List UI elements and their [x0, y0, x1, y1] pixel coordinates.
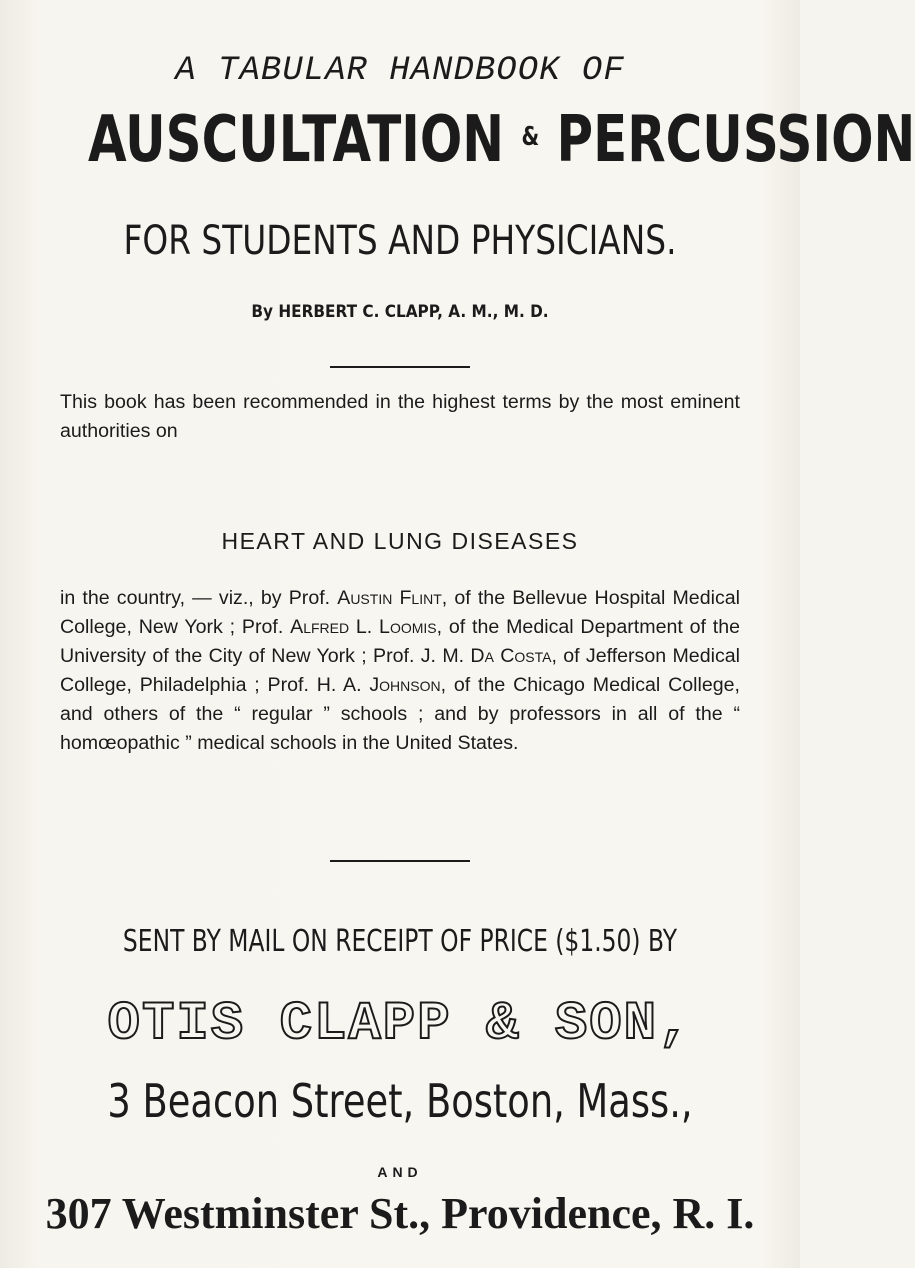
- body-text: in the country, — viz., by Prof.: [60, 587, 338, 609]
- authority-name: Da Costa: [470, 645, 552, 667]
- body-text: , of the Bellevue Hospital Medical College, New York ; Prof.: [60, 587, 740, 638]
- title-ampersand: &: [521, 122, 540, 153]
- body-text: , of the Medical Department of the University of the City of New York ; Prof. J. M.: [60, 616, 741, 667]
- providence-address: 307 Westminster St., Providence, R. I.: [45, 1189, 755, 1238]
- body-paragraph: [60, 584, 740, 758]
- authority-name: Austin Flint: [337, 587, 442, 609]
- supertitle: A TABULAR HANDBOOK OF: [175, 52, 625, 90]
- section-heading: HEART AND LUNG DISEASES: [221, 528, 579, 554]
- body-text: , of the Chicago Medical College, and others of the “ regular ” schools ; and by professors in all of the “ homœopathic ” medical schools in the United States.: [60, 674, 740, 754]
- price-line: SENT BY MAIL ON RECEIPT OF PRICE ($1.50) BY: [122, 924, 678, 959]
- boston-address: 3 Beacon Street, Boston, Mass.,: [107, 1074, 693, 1128]
- title-left: AUSCULTATION: [88, 103, 505, 177]
- book-title: [88, 103, 915, 177]
- divider-rule: [330, 366, 470, 368]
- title-right: PERCUSSION: [556, 103, 915, 177]
- book-subtitle: FOR STUDENTS AND PHYSICIANS.: [123, 218, 677, 264]
- and-separator: AND: [377, 1164, 423, 1180]
- intro-paragraph: This book has been recommended in the highest terms by the most eminent authorities on: [60, 391, 740, 442]
- body-text: , of Jefferson Medical College, Philadelphia ; Prof. H. A.: [60, 645, 740, 696]
- publisher-name: OTIS CLAPP & SON,: [107, 994, 693, 1055]
- author-byline: By HERBERT C. CLAPP, A. M., M. D.: [251, 302, 549, 322]
- authority-name: Johnson: [369, 674, 441, 696]
- authority-name: Alfred L. Loomis: [290, 616, 437, 638]
- divider-rule: [330, 860, 470, 862]
